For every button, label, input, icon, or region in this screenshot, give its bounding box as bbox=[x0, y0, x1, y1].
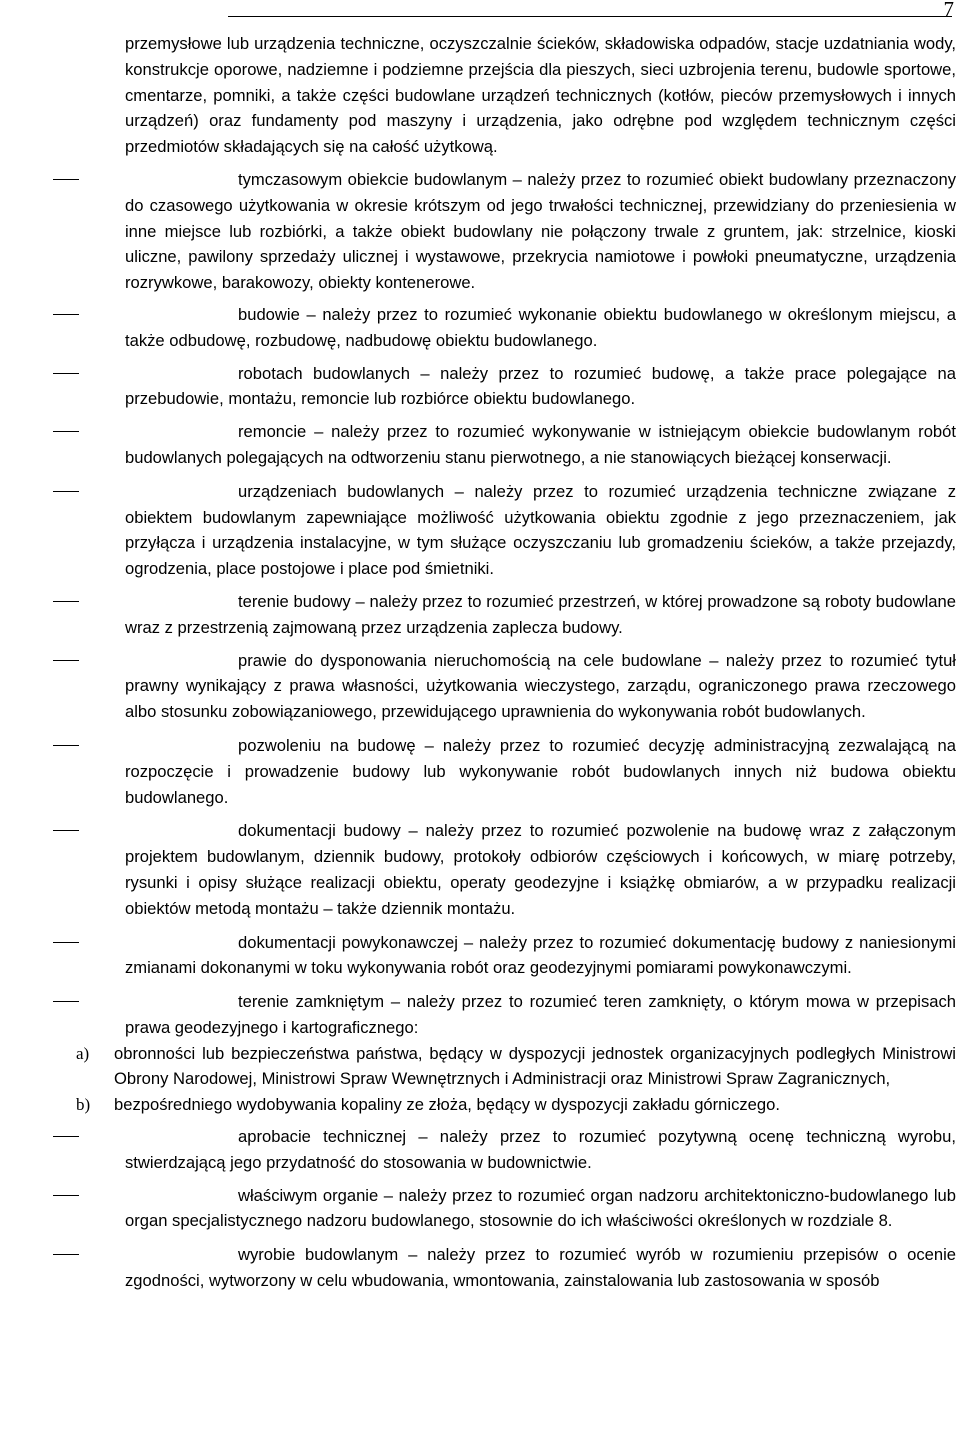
sub-item-label: b) bbox=[76, 1095, 91, 1115]
definition-text: wyrobie budowlanym – należy przez to rozumieć wyrób w rozumieniu przepisów o ocenie zgodności, wytworzony w celu wbudowania, wmontowania, zainstalowania lub zastosowania w sposób bbox=[125, 1245, 956, 1291]
definition-text: prawie do dysponowania nieruchomością na cele budowlane – należy przez to rozumieć tytuł prawny wynikający z prawa własności, użytkowania wieczystego, zarządu, ograniczonego prawa rzeczowego albo stosunku zobowiązaniowego, przewidującego uprawnienia do wykonywania robót budowlanych. bbox=[125, 650, 956, 722]
bullet-dash bbox=[53, 942, 79, 943]
bullet-dash bbox=[53, 830, 79, 831]
bullet-dash bbox=[53, 745, 79, 746]
definition-item bbox=[125, 818, 956, 921]
definition-item bbox=[125, 167, 956, 296]
definition-item bbox=[125, 479, 956, 582]
page-number: 7 bbox=[943, 0, 954, 21]
bullet-dash bbox=[53, 1001, 79, 1002]
sub-item-text: bezpośredniego wydobywania kopaliny ze złoża, będący w dyspozycji zakładu górniczego. bbox=[114, 1095, 780, 1115]
bullet-dash bbox=[53, 1136, 79, 1137]
bullet-dash bbox=[53, 660, 79, 661]
definition-item bbox=[125, 419, 956, 471]
definition-item bbox=[125, 1183, 956, 1235]
definition-item bbox=[125, 989, 956, 1041]
bullet-dash bbox=[53, 1195, 79, 1196]
definition-text: terenie zamkniętym – należy przez to rozumieć teren zamknięty, o którym mowa w przepisach prawa geodezyjnego i kartograficznego: bbox=[125, 992, 956, 1037]
definition-item bbox=[125, 648, 956, 725]
bullet-dash bbox=[53, 491, 79, 492]
definition-text: remoncie – należy przez to rozumieć wykonywanie w istniejącym obiekcie budowlanym robót budowlanych polegających na odtworzeniu stanu pierwotnego, a nie stanowiących bieżącej konserwacji. bbox=[125, 422, 956, 467]
definition-item bbox=[125, 733, 956, 810]
document-body bbox=[0, 31, 960, 1294]
definition-text: terenie budowy – należy przez to rozumieć przestrzeń, w której prowadzone są roboty budowlane wraz z przestrzenią zajmowaną przez urządzenia zaplecza budowy. bbox=[125, 591, 956, 637]
definition-text: właściwym organie – należy przez to rozumieć organ nadzoru architektoniczno-budowlanego lub organ specjalistycznego nadzoru budowlanego, stosownie do ich właściwości określonych w rozdziale 8. bbox=[125, 1185, 956, 1231]
bullet-dash bbox=[53, 431, 79, 432]
definition-text: dokumentacji powykonawczej – należy przez to rozumieć dokumentację budowy z naniesionymi zmianami dokonanymi w toku wykonywania robót oraz geodezyjnymi pomiarami powykonawczymi. bbox=[125, 932, 956, 978]
definition-text: aprobacie technicznej – należy przez to rozumieć pozytywną ocenę techniczną wyrobu, stwierdzającą jego przydatność do stosowania w budownictwie. bbox=[125, 1127, 956, 1172]
sub-item bbox=[76, 1092, 956, 1118]
definition-text: robotach budowlanych – należy przez to rozumieć budowę, a także prace polegające na przebudowie, montażu, remoncie lub rozbiórce obiektu budowlanego. bbox=[125, 363, 956, 409]
definition-item bbox=[125, 930, 956, 982]
definition-text: urządzeniach budowlanych – należy przez to rozumieć urządzenia techniczne związane z obiektem budowlanym zapewniające możliwość użytkowania obiektu zgodnie z jego przeznaczeniem, jak przyłącza i urządzenia instalacyjne, w tym służące oczyszczaniu lub gromadzeniu ścieków, a także przejazdy, ogrodzenia, place postojowe i place pod śmietniki. bbox=[125, 481, 956, 579]
bullet-dash bbox=[53, 601, 79, 602]
definition-text: tymczasowym obiekcie budowlanym – należy przez to rozumieć obiekt budowlany przeznaczony do czasowego użytkowania w okresie krótszym od jego trwałości technicznej, przewidziany do przeniesienia w inne miejsce lub rozbiórki, a także obiekt budowlany nie połączony trwale z gruntem, jak: strzelnice, kioski uliczne, pawilony sprzedaży ulicznej i wystawowe, przekrycia namiotowe i powłoki pneumatyczne, urządzenia rozrywkowe, barakowozy, obiekty kontenerowe. bbox=[125, 169, 956, 293]
header-rule bbox=[228, 16, 952, 17]
definition-item bbox=[125, 302, 956, 354]
definition-item bbox=[125, 1242, 956, 1294]
definition-item bbox=[125, 361, 956, 413]
definition-text: pozwoleniu na budowę – należy przez to rozumieć decyzję administracyjną zezwalającą na rozpoczęcie i prowadzenie budowy lub wykonywanie robót budowlanych innych niż budowa obiektu budowlanego. bbox=[125, 735, 956, 807]
definition-text: dokumentacji budowy – należy przez to rozumieć pozwolenie na budowę wraz z załączonym projektem budowlanym, dziennik budowy, protokoły odbiorów częściowych i końcowych, w miarę potrzeby, rysunki i opisy służące realizacji obiektu, operaty geodezyjne i książkę obmiarów, a w przypadku realizacji obiektów metodą montażu – także dziennik montażu. bbox=[125, 821, 956, 918]
bullet-dash bbox=[53, 314, 79, 315]
sub-item bbox=[76, 1041, 956, 1093]
sub-item-text: obronności lub bezpieczeństwa państwa, będący w dyspozycji jednostek organizacyjnych podległych Ministrowi Obrony Narodowej, Ministrowi Spraw Wewnętrznych i Administracji oraz Ministrowi Spraw Zagranicznych, bbox=[114, 1043, 956, 1089]
definition-text: budowie – należy przez to rozumieć wykonanie obiektu budowlanego w określonym miejscu, a także odbudowę, rozbudowę, nadbudowę obiektu budowlanego. bbox=[125, 304, 956, 350]
bullet-dash bbox=[53, 179, 79, 180]
continuation-paragraph: przemysłowe lub urządzenia techniczne, oczyszczalnie ścieków, składowiska odpadów, stacje uzdatniania wody, konstrukcje oporowe, nadziemne i podziemne przejścia dla pieszych, sieci uzbrojenia terenu, budowle sportowe, cmentarze, pomniki, a także części budowlane urządzeń technicznych (kotłów, pieców przemysłowych i innych urządzeń) oraz fundamenty pod maszyny i urządzenia, jako odrębne pod względem technicznym części przedmiotów składających się na całość użytkową. bbox=[125, 34, 956, 157]
definition-item bbox=[125, 1124, 956, 1176]
bullet-dash bbox=[53, 1254, 79, 1255]
bullet-dash bbox=[53, 373, 79, 374]
definition-item bbox=[125, 589, 956, 641]
sub-item-label: a) bbox=[76, 1043, 90, 1063]
